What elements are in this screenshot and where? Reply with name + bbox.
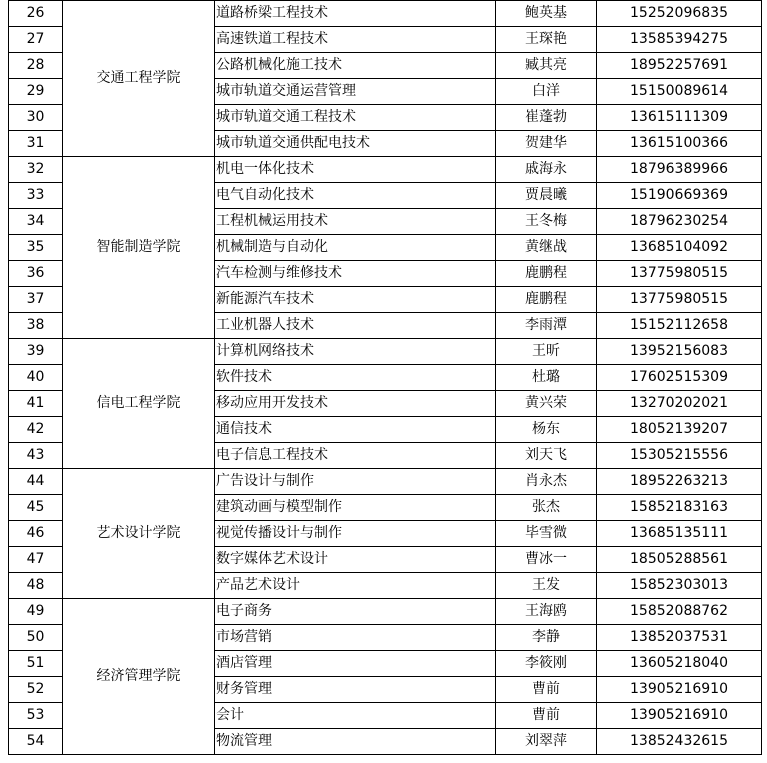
table-body [9,1,762,755]
contact-person: 曹前 [496,703,597,729]
major-name: 广告设计与制作 [215,469,496,495]
phone-number: 13605218040 [597,651,762,677]
contact-person: 臧其亮 [496,53,597,79]
college-name: 信电工程学院 [63,339,215,469]
contact-person: 肖永杰 [496,469,597,495]
major-name: 工业机器人技术 [215,313,496,339]
major-name: 电子信息工程技术 [215,443,496,469]
phone-number: 15152112658 [597,313,762,339]
contact-person: 张杰 [496,495,597,521]
major-name: 计算机网络技术 [215,339,496,365]
row-number: 43 [9,443,63,469]
major-name: 通信技术 [215,417,496,443]
major-name: 工程机械运用技术 [215,209,496,235]
row-number: 53 [9,703,63,729]
phone-number: 13585394275 [597,27,762,53]
row-number: 35 [9,235,63,261]
college-name: 经济管理学院 [63,599,215,755]
major-name: 城市轨道交通工程技术 [215,105,496,131]
row-number: 47 [9,547,63,573]
major-name: 道路桥梁工程技术 [215,1,496,27]
major-name: 产品艺术设计 [215,573,496,599]
row-number: 54 [9,729,63,755]
contact-person: 王发 [496,573,597,599]
major-name: 电气自动化技术 [215,183,496,209]
major-name: 公路机械化施工技术 [215,53,496,79]
major-name: 物流管理 [215,729,496,755]
contact-person: 王琛艳 [496,27,597,53]
row-number: 32 [9,157,63,183]
row-number: 46 [9,521,63,547]
contact-person: 黄兴荣 [496,391,597,417]
contact-person: 李静 [496,625,597,651]
contact-person: 王冬梅 [496,209,597,235]
table-row [9,157,762,183]
row-number: 30 [9,105,63,131]
contact-person: 崔蓬勃 [496,105,597,131]
phone-number: 18505288561 [597,547,762,573]
table-row [9,469,762,495]
phone-number: 13775980515 [597,287,762,313]
phone-number: 18952263213 [597,469,762,495]
phone-number: 18952257691 [597,53,762,79]
phone-number: 13852432615 [597,729,762,755]
contact-person: 刘天飞 [496,443,597,469]
phone-number: 13905216910 [597,703,762,729]
college-name: 艺术设计学院 [63,469,215,599]
table-row [9,339,762,365]
major-name: 机械制造与自动化 [215,235,496,261]
contact-person: 刘翠萍 [496,729,597,755]
contact-person: 白洋 [496,79,597,105]
row-number: 51 [9,651,63,677]
major-name: 新能源汽车技术 [215,287,496,313]
contact-person: 曹前 [496,677,597,703]
phone-number: 13685135111 [597,521,762,547]
row-number: 28 [9,53,63,79]
major-name: 汽车检测与维修技术 [215,261,496,287]
major-name: 机电一体化技术 [215,157,496,183]
contact-person: 王昕 [496,339,597,365]
major-name: 移动应用开发技术 [215,391,496,417]
phone-number: 13952156083 [597,339,762,365]
row-number: 42 [9,417,63,443]
contact-person: 杨东 [496,417,597,443]
phone-number: 13685104092 [597,235,762,261]
row-number: 37 [9,287,63,313]
row-number: 34 [9,209,63,235]
contact-person: 戚海永 [496,157,597,183]
phone-number: 13852037531 [597,625,762,651]
college-name: 智能制造学院 [63,157,215,339]
row-number: 49 [9,599,63,625]
phone-number: 13270202021 [597,391,762,417]
phone-number: 18796389966 [597,157,762,183]
major-name: 市场营销 [215,625,496,651]
major-name: 会计 [215,703,496,729]
table-row [9,599,762,625]
row-number: 26 [9,1,63,27]
major-name: 数字媒体艺术设计 [215,547,496,573]
row-number: 29 [9,79,63,105]
phone-number: 15252096835 [597,1,762,27]
phone-number: 13775980515 [597,261,762,287]
phone-number: 18052139207 [597,417,762,443]
contact-person: 曹冰一 [496,547,597,573]
contact-person: 李筱刚 [496,651,597,677]
phone-number: 15852088762 [597,599,762,625]
table-row [9,1,762,27]
phone-number: 15190669369 [597,183,762,209]
contact-person: 鲍英基 [496,1,597,27]
major-name: 城市轨道交通运营管理 [215,79,496,105]
phone-number: 15852183163 [597,495,762,521]
contact-person: 毕雪微 [496,521,597,547]
contact-person: 王海鸥 [496,599,597,625]
phone-number: 13615100366 [597,131,762,157]
row-number: 41 [9,391,63,417]
phone-number: 13615111309 [597,105,762,131]
college-name: 交通工程学院 [63,1,215,157]
row-number: 38 [9,313,63,339]
row-number: 33 [9,183,63,209]
contact-person: 贾晨曦 [496,183,597,209]
major-name: 软件技术 [215,365,496,391]
row-number: 27 [9,27,63,53]
contact-person: 黄继战 [496,235,597,261]
major-name: 视觉传播设计与制作 [215,521,496,547]
row-number: 40 [9,365,63,391]
row-number: 31 [9,131,63,157]
phone-number: 13905216910 [597,677,762,703]
contact-person: 李雨潭 [496,313,597,339]
row-number: 44 [9,469,63,495]
contact-person: 杜璐 [496,365,597,391]
major-name: 电子商务 [215,599,496,625]
major-name: 城市轨道交通供配电技术 [215,131,496,157]
row-number: 39 [9,339,63,365]
row-number: 50 [9,625,63,651]
phone-number: 15150089614 [597,79,762,105]
contact-person: 鹿鹏程 [496,287,597,313]
contact-person: 鹿鹏程 [496,261,597,287]
contact-person: 贺建华 [496,131,597,157]
major-name: 财务管理 [215,677,496,703]
major-name: 高速铁道工程技术 [215,27,496,53]
phone-number: 18796230254 [597,209,762,235]
major-name: 酒店管理 [215,651,496,677]
row-number: 45 [9,495,63,521]
phone-number: 15305215556 [597,443,762,469]
row-number: 36 [9,261,63,287]
row-number: 48 [9,573,63,599]
row-number: 52 [9,677,63,703]
phone-number: 15852303013 [597,573,762,599]
major-name: 建筑动画与模型制作 [215,495,496,521]
phone-number: 17602515309 [597,365,762,391]
contacts-table [8,0,762,755]
